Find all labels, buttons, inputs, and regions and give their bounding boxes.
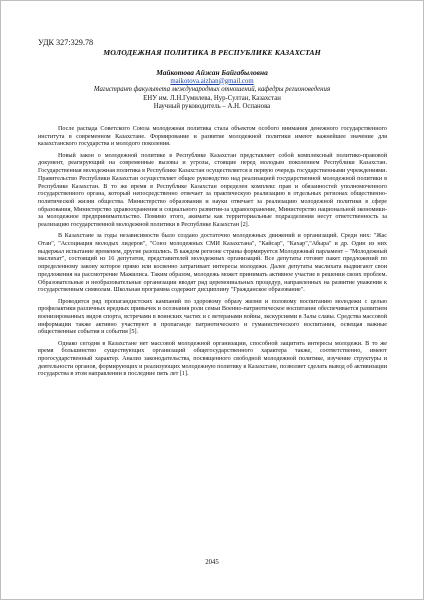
paragraph: Проводится ряд пропагандистских кампаний по здоровому образу жизни и половому воспитанию молодежи с целью профилактики различных вредных привычек и осознания роли семьи Военно-патриотическое воспитание обеспечивается развитием военизированных видов спорта, встречами в воинских частях и с ветеранами войны, экскурсиями в Залы славы. Средства массовой информации также активно участвуют в пропаганде патриотического и гуманистического воспитания, освещая важные общественные события и события [5].	[38, 298, 387, 336]
author-email-link[interactable]: maikotova.aizhan@gmail.com	[170, 77, 254, 85]
udc-code: УДК 327:329.78	[38, 38, 94, 47]
article-body	[38, 126, 387, 383]
supervisor: Научный руководитель – А.Н. Оспанова	[153, 103, 271, 111]
paragraph: В Казахстане за годы независимости было создано достаточно молодежных движений и организаций. Среди них: "Жас Отан", "Ассоциация молодых лидеров", "Союз молодежных СМИ Казахстана", "Кайсар", "Кахар","Абыра" и др. Один из них выдержал испытание временем, другие разошлись. В каждом регионе страны формируется Молодежный парламент – "Молодежный маслихат", состоящий из 16 депутатов, представителей молодежных организаций. Все депутаты готовят пакет предложений по определенному закону которое прямо или косвенно затрагивает интересы молодежи. Далее депутаты маслихата выдвигают свои предложения на рассмотрение Мажилиса. Таким образом, молодежь может принимать активное участие в решении своих проблем. Образовательные и необразовательные организации вводят ряд церемониальных процедур, направленных на развитие уважения к государственным символам. Школьная программа содержит дисциплину "Гражданское образование".	[38, 233, 387, 294]
author-block	[41, 69, 383, 112]
affiliation-line-2: ЕНУ им. Л.Н.Гумилева, Нур-Султан, Казахстан	[143, 94, 281, 102]
paragraph: После распада Советского Союза молодежная политика стала объектом особого внимания денежного государственного института в современном Казахстане. Формирование и развитие молодежной политики имеют важнейшее значение для казахстанского государства и молодого поколения.	[38, 126, 387, 148]
affiliation-line-1: Магистрант факультета международных отношений, кафедры регионоведения	[93, 86, 331, 94]
paragraph: Новый закон о молодежной политике в Республике Казахстан представляет собой комплексный политико-правовой документ, реагирующий на современные вызовы и угрозы, стоящие перед молодым поколением Республики Казахстан. Государственная молодежная политика в Республике Казахстан осуществляется в первую очередь государственными учреждениями. Правительство Республики Казахстан осуществляет общее руководство над реализацией государственной молодежной политики в Республике Казахстан. В то же время в Республике Казахстан определен комплекс прав и обязанностей уполномоченного государственного органа, который непосредственно отвечает за практическую реализацию в отдельных регионах общественно-политической жизни общества. Министерство образования и науки отвечает за реализацию молодежной политики в сфере образования, Министерство здравоохранения и социального развития-за здравоохранение, Министерство национальной экономики-за молодежное предпринимательство. Помимо этого, акиматы как территориальные подразделения несут ответственность за реализацию государственной молодежной политики в Республике Казахстан [2].	[38, 152, 387, 229]
paragraph: Однако сегодня в Казахстане нет массовой молодежной организации, способной защитить интересы молодежи. В то же время большинство существующих организаций общегосударственного характера также, соответственно, имеют прогосударственный характер. Анализ законодательства, посвященного свободной молодежной политике, изучение структуры и деятельности органов, формирующих и реализующих молодежную политику в Казахстане, позволяет сделать вывод об активизации государства в этом направлении в последние пять лет [1].	[38, 340, 387, 378]
author-name: Майкотова Айжан Байгабыловна	[156, 68, 268, 77]
page-number: 2045	[205, 559, 219, 566]
article-title: МОЛОДЕЖНАЯ ПОЛИТИКА В РЕСПУБЛИКЕ КАЗАХСТАН	[103, 48, 321, 57]
